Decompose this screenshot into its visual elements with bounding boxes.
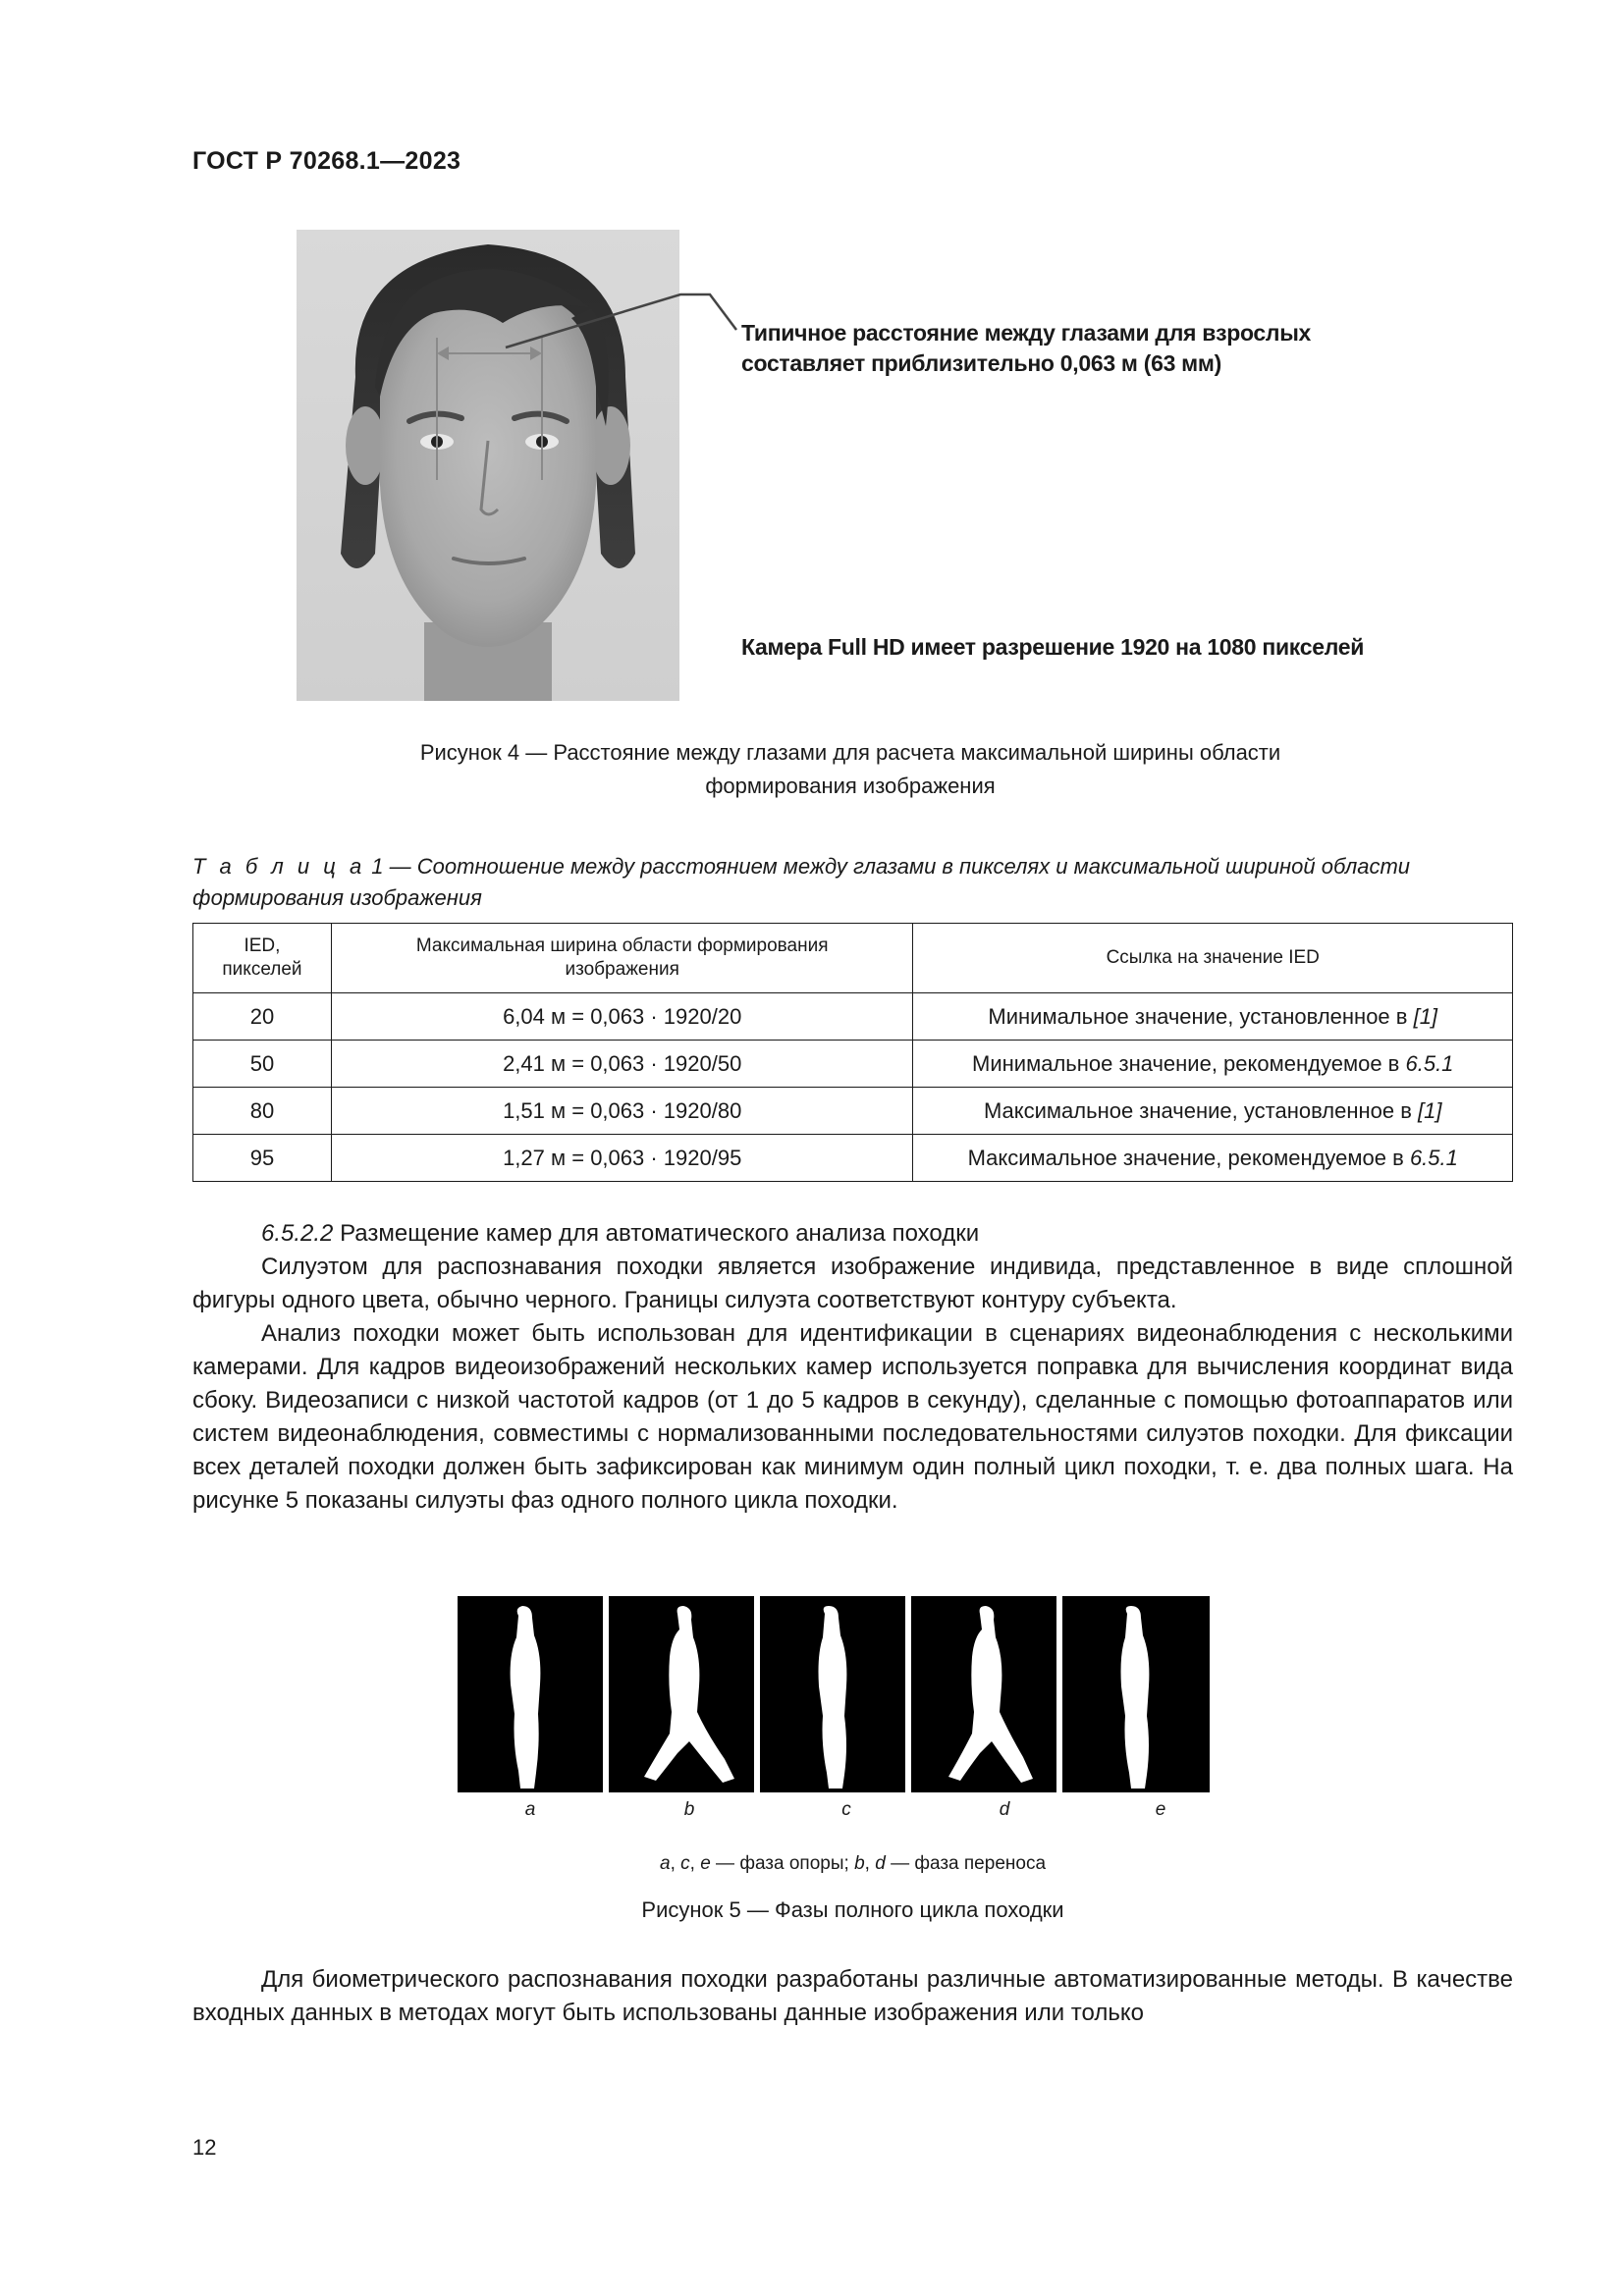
paragraph-biometric-methods: Для биометрического распознавания походки разработаны различные автоматизированные методы. В качестве входных данных в методах могут быть использованы данные изображения или только xyxy=(192,1966,1513,2026)
paragraph-gait-analysis: Анализ походки может быть использован для идентификации в сценариях видеонаблюдения с несколькими камерами. Для кадров видеоизображений нескольких камер используется поправка для вычисления координат вида сбоку. Видеозаписи с низкой частотой кадров (от 1 до 5 кадров в секунду), сделанные с помощью фотоаппаратов или систем видеонаблюдения, совместимы с нормализованными последовательностями силуэтов походки. Для фиксации всех деталей походки должен быть зафиксирован как минимум один полный цикл походки, т. е. два полных шага. На рисунке 5 показаны силуэты фаз одного полного цикла походки. xyxy=(192,1320,1513,1514)
phase-label-a: a xyxy=(524,1799,536,1820)
cell-width: 1,27 м = 0,063 · 1920/95 xyxy=(331,1135,913,1182)
cell-width: 2,41 м = 0,063 · 1920/50 xyxy=(331,1041,913,1088)
table-1-title-text: 1 — Соотношение между расстоянием между глазами в пикселях и максимальной шириной области формирования изображения xyxy=(192,854,1411,910)
table-1-title xyxy=(192,851,1513,914)
table-header-row xyxy=(193,924,1513,993)
ied-table xyxy=(192,923,1513,1182)
cell-width: 6,04 м = 0,063 · 1920/20 xyxy=(331,993,913,1041)
figure-5-legend: a, c, e — фаза опоры; b, d — фаза переноса xyxy=(659,1853,1047,1874)
page-number: 12 xyxy=(192,2135,217,2160)
annotation-eye-distance-line2: составляет приблизительно 0,063 м (63 мм) xyxy=(741,350,1221,376)
table-row xyxy=(193,1088,1513,1135)
phase-label-d: d xyxy=(999,1799,1010,1820)
cell-ied: 95 xyxy=(193,1135,332,1182)
table-1-label: Т а б л и ц а xyxy=(192,854,366,879)
header-ied: IED, пикселей xyxy=(193,924,332,993)
figure-4-caption-line2: формирования изображения xyxy=(705,774,996,798)
silhouette-frame-b xyxy=(609,1596,754,1792)
citation: [1] xyxy=(1418,1097,1442,1123)
annotation-camera-resolution: Камера Full HD имеет разрешение 1920 на 1080 пикселей xyxy=(741,634,1365,660)
annotation-leader-line xyxy=(0,0,1624,785)
gait-silhouettes-figure xyxy=(458,1596,1210,1792)
document-header: ГОСТ Р 70268.1—2023 xyxy=(192,147,461,175)
section-title: Размещение камер для автоматического анализа походки xyxy=(333,1220,980,1247)
citation: [1] xyxy=(1413,1003,1438,1029)
face-photo xyxy=(297,230,679,701)
table-row xyxy=(193,1041,1513,1088)
annotation-eye-distance xyxy=(741,318,1311,379)
figure-4-caption xyxy=(192,736,1508,803)
cell-reference: Минимальное значение, установленное в [1] xyxy=(913,993,1513,1041)
phase-label-e: e xyxy=(1155,1799,1166,1820)
paragraph-silhouette-definition: Силуэтом для распознавания походки является изображение индивида, представленное в виде сплошной фигуры одного цвета, обычно черного. Границы силуэта соответствуют контуру субъекта. xyxy=(192,1254,1513,1313)
cell-ied: 50 xyxy=(193,1041,332,1088)
figure-5-caption: Рисунок 5 — Фазы полного цикла походки xyxy=(641,1897,1064,1922)
table-row xyxy=(193,993,1513,1041)
cell-width: 1,51 м = 0,063 · 1920/80 xyxy=(331,1088,913,1135)
citation: 6.5.1 xyxy=(1409,1145,1458,1170)
section-heading xyxy=(261,1217,979,1251)
cell-reference: Минимальное значение, рекомендуемое в 6.5.1 xyxy=(913,1041,1513,1088)
annotation-eye-distance-line1: Типичное расстояние между глазами для взрослых xyxy=(741,320,1312,346)
header-reference: Ссылка на значение IED xyxy=(913,924,1513,993)
section-number: 6.5.2.2 xyxy=(261,1220,334,1247)
figure-4-caption-line1: Рисунок 4 — Расстояние между глазами для расчета максимальной ширины области xyxy=(419,740,1281,765)
cell-reference: Максимальное значение, установленное в [1] xyxy=(913,1088,1513,1135)
silhouette-frame-a xyxy=(458,1596,603,1792)
table-row xyxy=(193,1135,1513,1182)
phase-label-c: c xyxy=(841,1799,851,1820)
cell-ied: 20 xyxy=(193,993,332,1041)
silhouette-frame-e xyxy=(1062,1596,1210,1792)
cell-reference: Максимальное значение, рекомендуемое в 6.5.1 xyxy=(913,1135,1513,1182)
silhouette-frame-d xyxy=(911,1596,1056,1792)
citation: 6.5.1 xyxy=(1405,1050,1454,1076)
header-max-width: Максимальная ширина области формирования изображения xyxy=(331,924,913,993)
cell-ied: 80 xyxy=(193,1088,332,1135)
silhouette-frame-c xyxy=(760,1596,905,1792)
phase-label-b: b xyxy=(683,1799,695,1820)
